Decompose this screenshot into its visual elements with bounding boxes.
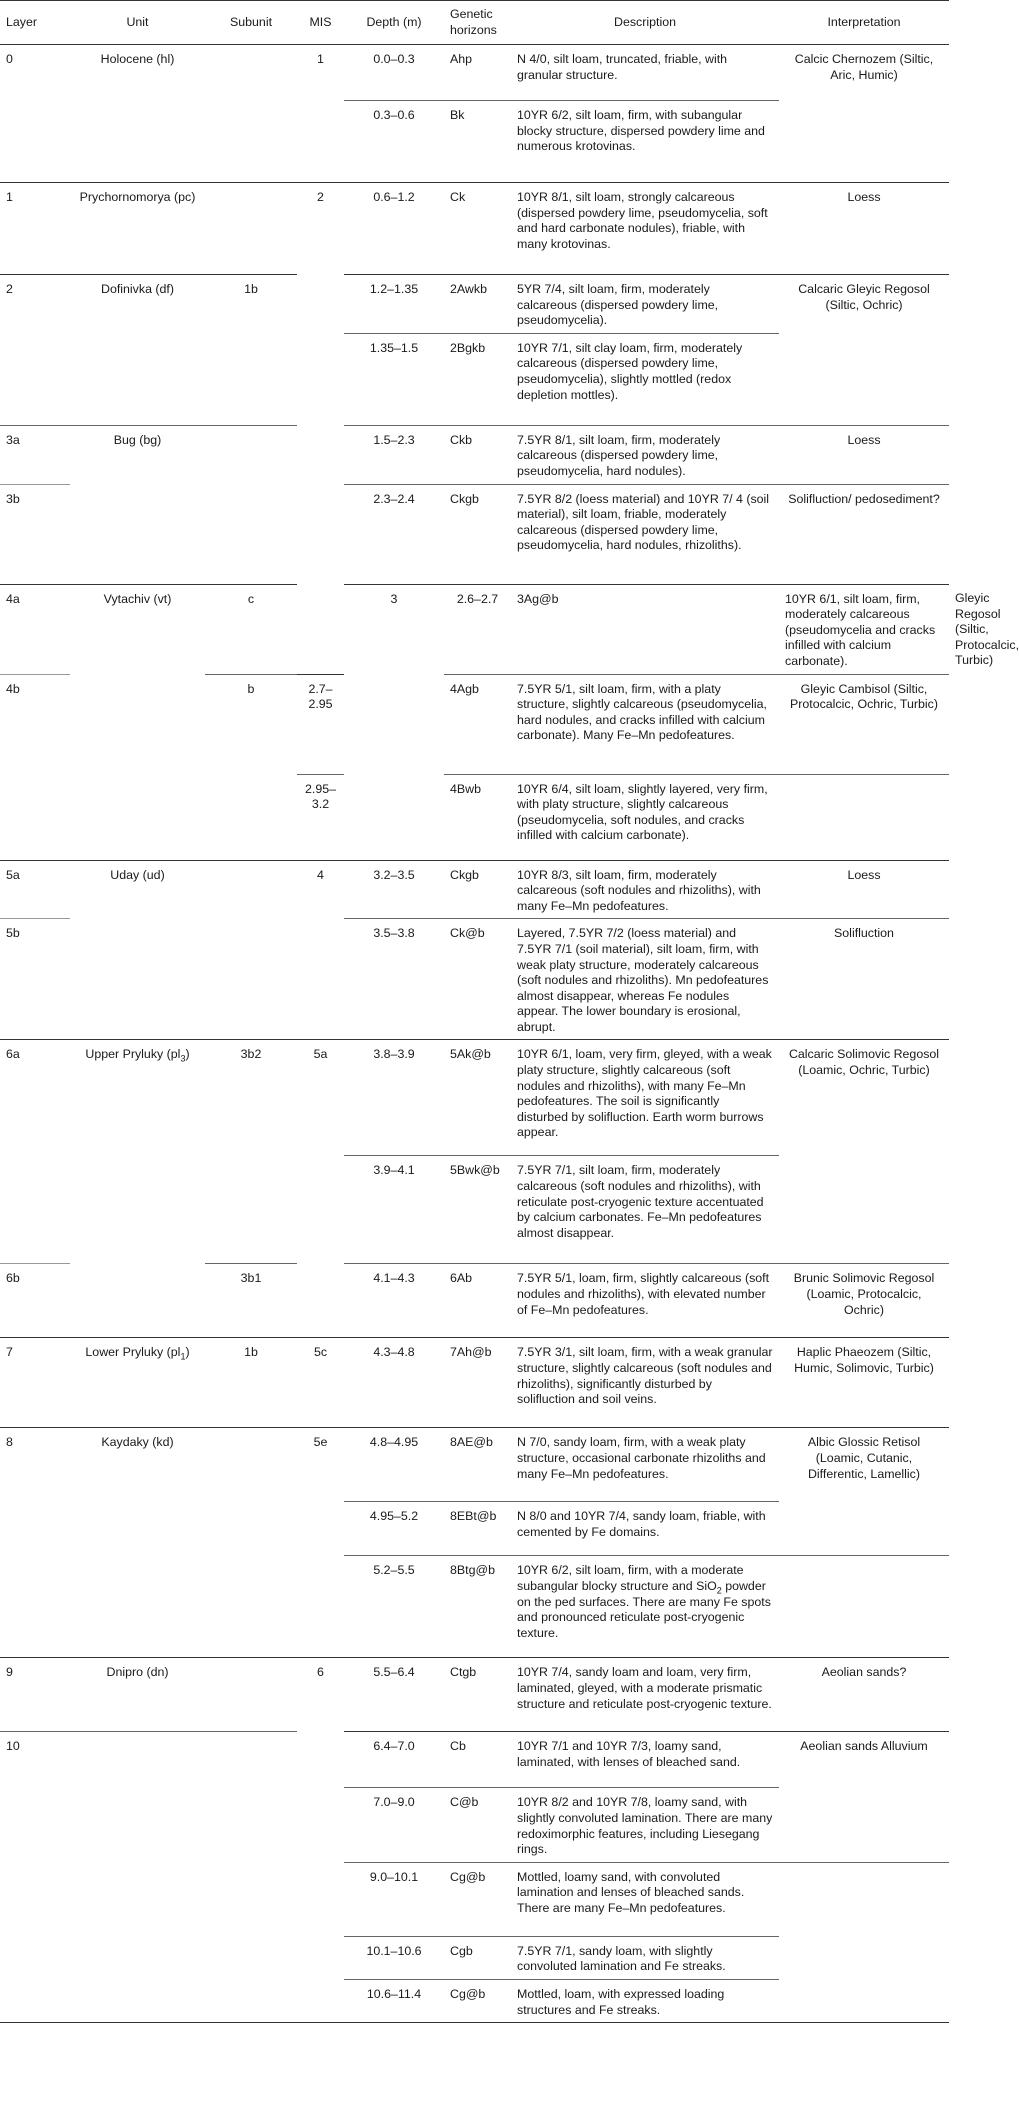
cell-interpretation: Aeolian sands? (779, 1658, 949, 1732)
cell-interpretation-empty (779, 1862, 949, 1936)
cell-subunit (205, 860, 297, 1040)
cell-description: N 4/0, silt loam, truncated, friable, with granular structure. (511, 45, 779, 101)
cell-subunit (205, 1428, 297, 1658)
cell-interpretation: Loess (779, 860, 949, 919)
cell-interpretation-empty (779, 1980, 949, 2023)
cell-horizon: 5Ak@b (444, 1040, 511, 1156)
cell-interpretation: Loess (779, 425, 949, 484)
header-genetic-horizons: Genetic horizons (444, 1, 511, 45)
cell-mis: 3 (344, 584, 444, 860)
cell-interpretation-empty (779, 774, 949, 860)
cell-subunit: b (205, 674, 297, 860)
cell-layer: 2 (0, 275, 70, 426)
description-text: 10YR 6/2, silt loam, firm, with a moderate subangular blocky structure and SiO (517, 1563, 744, 1594)
cell-layer: 7 (0, 1338, 70, 1428)
cell-layer: 5b (0, 919, 70, 1040)
cell-description: 10YR 6/1, silt loam, firm, moderately calcareous (pseudomycelia and cracks infilled with calcium carbonate). (779, 584, 949, 674)
cell-description: Mottled, loamy sand, with convoluted lamination and lenses of bleached sands. There are many Fe–Mn pedofeatures. (511, 1862, 779, 1936)
cell-subunit (205, 183, 297, 275)
cell-horizon: Ck (444, 183, 511, 275)
cell-horizon: Ck@b (444, 919, 511, 1040)
cell-interpretation: Calcaric Solimovic Regosol (Loamic, Ochric, Turbic) (779, 1040, 949, 1264)
cell-layer: 9 (0, 1658, 70, 1732)
cell-subunit: 3b1 (205, 1264, 297, 1338)
cell-unit: Uday (ud) (70, 860, 205, 1040)
cell-horizon: Ckb (444, 425, 511, 484)
cell-interpretation: Haplic Phaeozem (Siltic, Humic, Solimovic, Turbic) (779, 1338, 949, 1428)
cell-description: 7.5YR 7/1, sandy loam, with slightly convoluted lamination and Fe streaks. (511, 1936, 779, 1979)
cell-description: 10YR 8/2 and 10YR 7/8, loamy sand, with slightly convoluted lamination. There are many redoximorphic features, including Liesegang rings. (511, 1788, 779, 1862)
header-subunit: Subunit (205, 1, 297, 45)
cell-interpretation: Aeolian sands Alluvium (779, 1732, 949, 1862)
cell-horizon: 4Bwb (444, 774, 511, 860)
cell-mis: 4 (297, 860, 344, 1040)
cell-unit: Kaydaky (kd) (70, 1428, 205, 1658)
cell-layer: 3b (0, 484, 70, 584)
cell-description: 7.5YR 5/1, loam, firm, slightly calcareous (soft nodules and rhizoliths), with elevated number of Fe–Mn pedofeatures. (511, 1264, 779, 1338)
cell-horizon: 2Bgkb (444, 333, 511, 425)
table-row (0, 425, 949, 484)
cell-mis: 5c (297, 1338, 344, 1428)
cell-depth: 6.4–7.0 (344, 1732, 444, 1788)
cell-depth: 5.5–6.4 (344, 1658, 444, 1732)
cell-depth: 7.0–9.0 (344, 1788, 444, 1862)
cell-description: 10YR 6/4, silt loam, slightly layered, very firm, with platy structure, slightly calcareous (pseudomycelia, soft nodules, and cracks infilled with calcium carbonate). (511, 774, 779, 860)
cell-horizon: Cg@b (444, 1980, 511, 2023)
cell-depth: 3.2–3.5 (344, 860, 444, 919)
cell-description: 10YR 8/3, silt loam, firm, moderately calcareous (soft nodules and rhizoliths), with many Fe–Mn pedofeatures. (511, 860, 779, 919)
cell-horizon: Cb (444, 1732, 511, 1788)
cell-subunit (205, 425, 297, 584)
cell-horizon: 8EBt@b (444, 1502, 511, 1556)
cell-layer: 4a (0, 584, 70, 674)
cell-depth: 4.3–4.8 (344, 1338, 444, 1428)
header-depth: Depth (m) (344, 1, 444, 45)
unit-close: ) (185, 1047, 190, 1062)
cell-description: 10YR 6/2, silt loam, firm, with subangular blocky structure, dispersed powdery lime and numerous krotovinas. (511, 101, 779, 183)
cell-layer: 0 (0, 45, 70, 183)
cell-depth: 2.95–3.2 (297, 774, 344, 860)
cell-horizon: 6Ab (444, 1264, 511, 1338)
cell-depth: 5.2–5.5 (344, 1556, 444, 1658)
cell-horizon: Ckgb (444, 484, 511, 584)
cell-description: 7.5YR 8/2 (loess material) and 10YR 7/ 4 (soil material), silt loam, friable, moderately calcareous (dispersed powdery lime, pseudomycelia, hard nodules, rhizoliths). (511, 484, 779, 584)
unit-name: Lower Pryluky (pl (85, 1345, 181, 1360)
header-mis: MIS (297, 1, 344, 45)
header-interpretation: Interpretation (779, 1, 949, 45)
cell-mis: 1 (297, 45, 344, 183)
table-row (0, 183, 949, 275)
header-row (0, 1, 949, 45)
cell-subunit: 1b (205, 275, 297, 426)
header-unit: Unit (70, 1, 205, 45)
cell-interpretation-empty (779, 1936, 949, 1979)
cell-description: N 7/0, sandy loam, firm, with a weak platy structure, occasional carbonate rhizoliths and many Fe–Mn pedofeatures. (511, 1428, 779, 1502)
table-row: 4a Vytachiv (vt) c 3 2.6–2.7 3Ag@b 10YR 6/1, silt loam, firm, moderately calcareous (pseudomycelia and cracks infilled with calcium carbonate). Gleyic Regosol (Siltic, Protocalcic, Turbic) (0, 584, 949, 674)
cell-mis: 2 (297, 183, 344, 675)
cell-description: 7.5YR 3/1, silt loam, firm, with a weak granular structure, slightly calcareous (soft nodules and rhizoliths), significantly disturbed by solifluction and soil veins. (511, 1338, 779, 1428)
cell-description: 10YR 6/1, loam, very firm, gleyed, with a weak platy structure, slightly calcareous (soft nodules and rhizoliths), with many Fe–Mn pedofeatures. The soil is significantly disturbed by solifluction. Earth worm burrows appear. (511, 1040, 779, 1156)
cell-layer: 4b (0, 674, 70, 860)
cell-layer: 10 (0, 1732, 70, 2023)
cell-depth: 0.3–0.6 (344, 101, 444, 183)
cell-description: 10YR 7/1, silt clay loam, firm, moderately calcareous (dispersed powdery lime, pseudomycelia), slightly mottled (redox depletion mottles). (511, 333, 779, 425)
cell-description: N 8/0 and 10YR 7/4, sandy loam, friable, with cemented by Fe domains. (511, 1502, 779, 1556)
cell-subunit: 1b (205, 1338, 297, 1428)
cell-interpretation: Brunic Solimovic Regosol (Loamic, Protocalcic, Ochric) (779, 1264, 949, 1338)
cell-depth: 1.35–1.5 (344, 333, 444, 425)
cell-horizon: Ckgb (444, 860, 511, 919)
cell-unit: Holocene (hl) (70, 45, 205, 183)
cell-horizon: Bk (444, 101, 511, 183)
unit-subscript: 1 (180, 1351, 186, 1362)
cell-unit (70, 1338, 205, 1428)
cell-depth: 9.0–10.1 (344, 1862, 444, 1936)
cell-horizon: 7Ah@b (444, 1338, 511, 1428)
cell-depth: 0.0–0.3 (344, 45, 444, 101)
cell-interpretation: Solifluction (779, 919, 949, 1040)
cell-horizon: 8Btg@b (444, 1556, 511, 1658)
cell-depth: 2.6–2.7 (444, 584, 511, 674)
cell-description: 7.5YR 5/1, silt loam, firm, with a platy structure, slightly calcareous (pseudomycelia, hard nodules, and cracks infilled with calcium carbonate). Many Fe–Mn pedofeatures. (511, 674, 779, 774)
cell-interpretation: Gleyic Cambisol (Siltic, Protocalcic, Ochric, Turbic) (779, 674, 949, 774)
cell-interpretation: Albic Glossic Retisol (Loamic, Cutanic, Differentic, Lamellic) (779, 1428, 949, 1556)
cell-depth: 4.8–4.95 (344, 1428, 444, 1502)
cell-layer: 1 (0, 183, 70, 275)
cell-unit: Prychornomorya (pc) (70, 183, 205, 275)
cell-description: 7.5YR 7/1, silt loam, firm, moderately calcareous (soft nodules and rhizoliths), with reticulate post-cryogenic texture accentuated by calcium carbonates. Fe–Mn pedofeatures almost disappear. (511, 1156, 779, 1264)
unit-subscript: 3 (180, 1053, 186, 1064)
unit-name: Upper Pryluky (pl (85, 1047, 181, 1062)
cell-subunit: 3b2 (205, 1040, 297, 1264)
cell-depth: 3.5–3.8 (344, 919, 444, 1040)
cell-layer: 8 (0, 1428, 70, 1658)
cell-interpretation: Solifluction/ pedosediment? (779, 484, 949, 584)
cell-description: 10YR 8/1, silt loam, strongly calcareous (dispersed powdery lime, pseudomycelia, soft and hard carbonate nodules), friable, with many krotovinas. (511, 183, 779, 275)
cell-depth: 1.2–1.35 (344, 275, 444, 334)
cell-depth: 2.3–2.4 (344, 484, 444, 584)
cell-subunit (205, 1658, 297, 1732)
cell-depth: 2.7–2.95 (297, 674, 344, 774)
cell-description: 10YR 7/4, sandy loam and loam, very firm, laminated, gleyed, with a moderate prismatic structure and reticulate post-cryogenic texture. (511, 1658, 779, 1732)
table-row (0, 1040, 949, 1156)
header-description: Description (511, 1, 779, 45)
cell-horizon: 3Ag@b (511, 584, 779, 674)
cell-horizon: Ctgb (444, 1658, 511, 1732)
cell-unit: Bug (bg) (70, 425, 205, 584)
cell-layer: 3a (0, 425, 70, 484)
cell-layer: 6a (0, 1040, 70, 1264)
cell-layer: 6b (0, 1264, 70, 1338)
cell-depth: 1.5–2.3 (344, 425, 444, 484)
header-layer: Layer (0, 1, 70, 45)
cell-unit: Vytachiv (vt) (70, 584, 205, 860)
cell-description: Layered, 7.5YR 7/2 (loess material) and 7.5YR 7/1 (soil material), silt loam, firm, with weak platy structure, moderately calcareous (soft nodules and rhizoliths). Mn pedofeatures almost disappear, whereas Fe nodules appear. The lower boundary is erosional, abrupt. (511, 919, 779, 1040)
cell-layer: 5a (0, 860, 70, 919)
table-row (0, 1428, 949, 1502)
table-row (0, 45, 949, 101)
cell-mis: 6 (297, 1658, 344, 2023)
cell-horizon: Ahp (444, 45, 511, 101)
cell-interpretation: Calcic Chernozem (Siltic, Aric, Humic) (779, 45, 949, 183)
cell-interpretation-empty (779, 1556, 949, 1658)
cell-interpretation: Loess (779, 183, 949, 275)
cell-unit: Dofinivka (df) (70, 275, 205, 426)
cell-depth: 0.6–1.2 (344, 183, 444, 275)
cell-unit (70, 1040, 205, 1338)
cell-depth: 10.1–10.6 (344, 1936, 444, 1979)
cell-horizon: 5Bwk@b (444, 1156, 511, 1264)
unit-close: ) (185, 1345, 190, 1360)
cell-interpretation: Calcaric Gleyic Regosol (Siltic, Ochric) (779, 275, 949, 426)
cell-description: Mottled, loam, with expressed loading structures and Fe streaks. (511, 1980, 779, 2023)
description-subscript: 2 (716, 1585, 722, 1596)
cell-depth: 3.8–3.9 (344, 1040, 444, 1156)
cell-unit (70, 1732, 205, 2023)
table-row (0, 1338, 949, 1428)
description-text-end: powder on the ped surfaces. There are many Fe spots and pronounced reticulate post-cryogenic texture. (517, 1579, 771, 1640)
table-row (0, 1658, 949, 1732)
cell-description: 10YR 7/1 and 10YR 7/3, loamy sand, laminated, with lenses of bleached sand. (511, 1732, 779, 1788)
table-row (0, 1732, 949, 1788)
cell-horizon: 8AE@b (444, 1428, 511, 1502)
cell-description: 5YR 7/4, silt loam, firm, moderately calcareous (dispersed powdery lime, pseudomycelia). (511, 275, 779, 334)
table-row (0, 275, 949, 334)
cell-description (511, 1556, 779, 1658)
cell-depth: 10.6–11.4 (344, 1980, 444, 2023)
cell-unit: Dnipro (dn) (70, 1658, 205, 1732)
cell-horizon: Cgb (444, 1936, 511, 1979)
cell-subunit (205, 1732, 297, 2023)
cell-mis: 5a (297, 1040, 344, 1338)
cell-horizon: Cg@b (444, 1862, 511, 1936)
cell-subunit: c (205, 584, 297, 674)
cell-horizon: 4Agb (444, 674, 511, 774)
cell-subunit (205, 45, 297, 183)
table-row (0, 860, 949, 919)
cell-horizon: 2Awkb (444, 275, 511, 334)
cell-mis: 5e (297, 1428, 344, 1658)
cell-depth: 4.95–5.2 (344, 1502, 444, 1556)
cell-description: 7.5YR 8/1, silt loam, firm, moderately calcareous (dispersed powdery lime, pseudomycelia, hard nodules). (511, 425, 779, 484)
cell-depth: 3.9–4.1 (344, 1156, 444, 1264)
cell-horizon: C@b (444, 1788, 511, 1862)
cell-depth: 4.1–4.3 (344, 1264, 444, 1338)
